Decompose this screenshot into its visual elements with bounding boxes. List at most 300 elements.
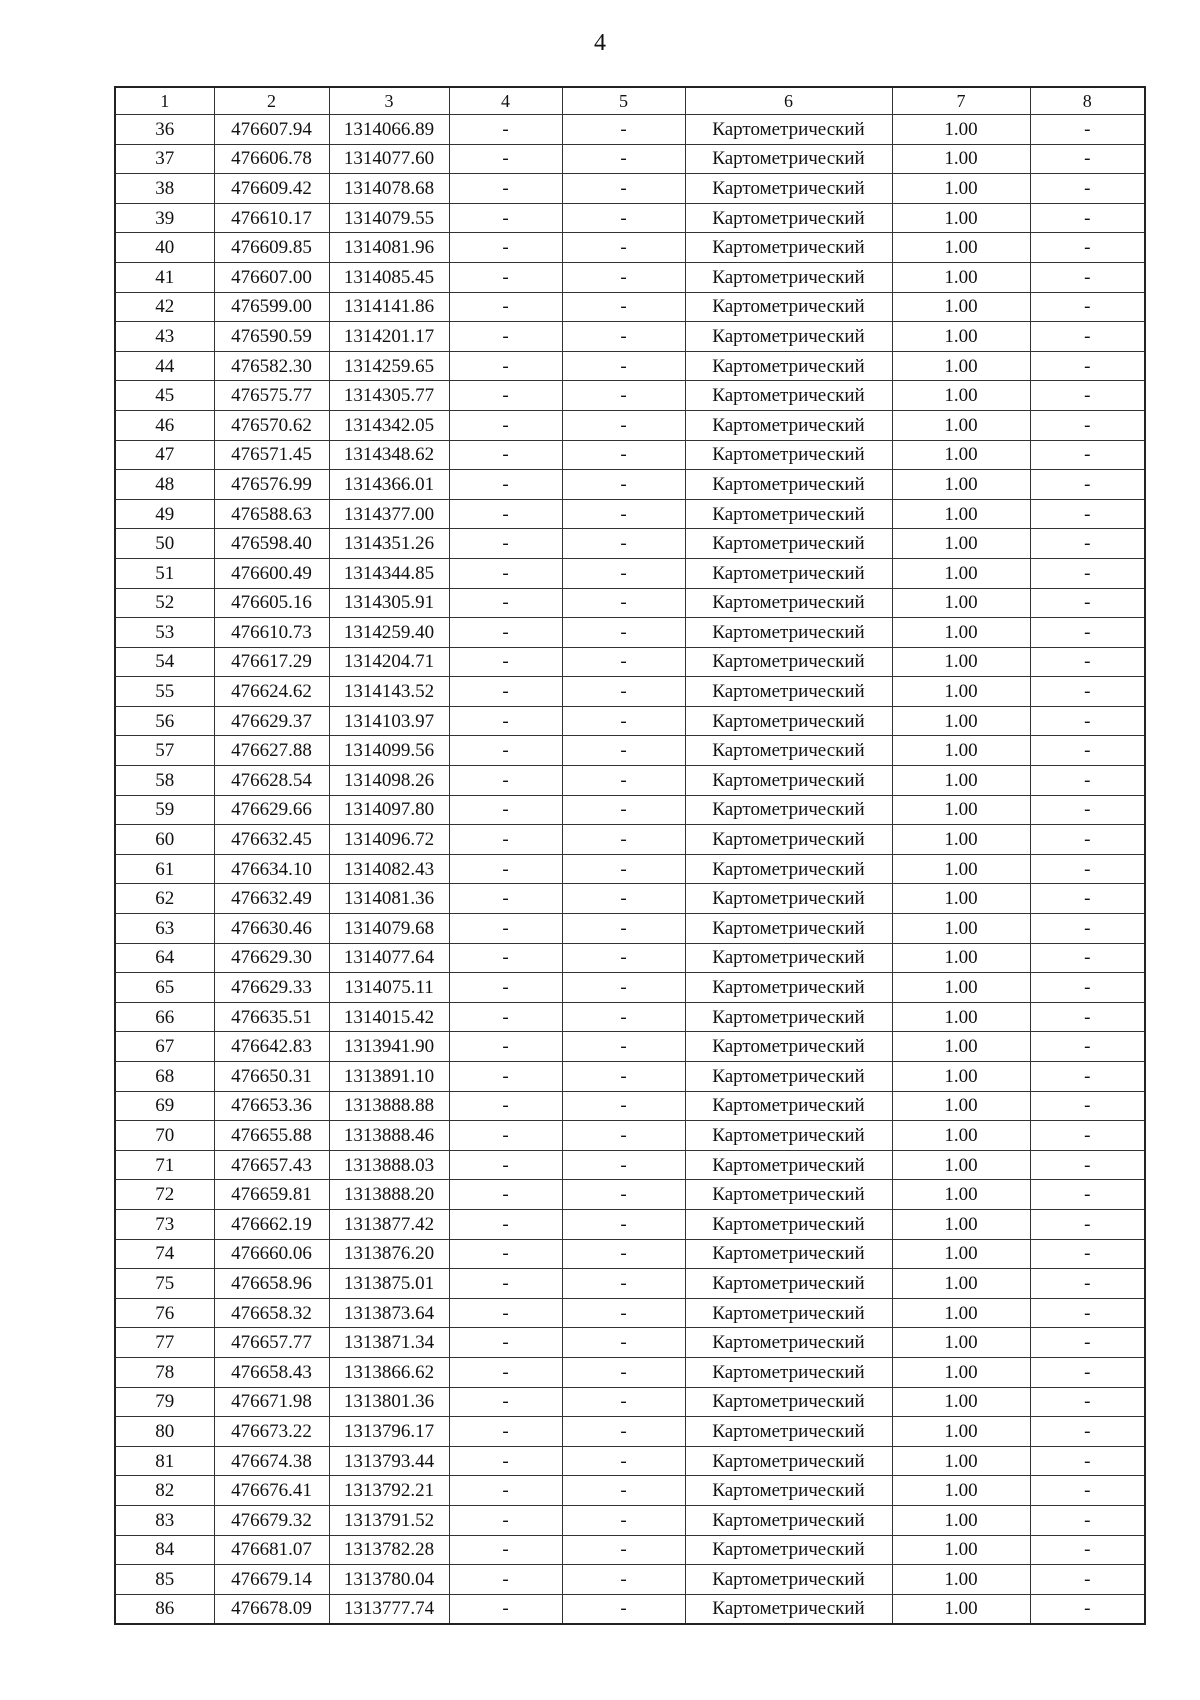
table-cell: 50 (115, 529, 214, 559)
table-cell: 1.00 (892, 1535, 1030, 1565)
table-cell: - (449, 736, 562, 766)
table-cell: 476609.85 (214, 233, 329, 263)
table-row (115, 795, 1145, 825)
table-cell: 1.00 (892, 440, 1030, 470)
table-cell: 49 (115, 499, 214, 529)
table-cell: - (562, 1357, 685, 1387)
table-cell: - (562, 884, 685, 914)
table-cell: 1.00 (892, 677, 1030, 707)
table-cell: 1314081.36 (329, 884, 449, 914)
table-cell: 476606.78 (214, 144, 329, 174)
table-row (115, 1565, 1145, 1595)
table-cell: - (449, 588, 562, 618)
table-cell: - (562, 1298, 685, 1328)
table-cell: - (1030, 1150, 1145, 1180)
table-cell: 1.00 (892, 410, 1030, 440)
table-cell: 1313871.34 (329, 1328, 449, 1358)
table-cell: 1.00 (892, 618, 1030, 648)
table-cell: 69 (115, 1091, 214, 1121)
column-header: 2 (214, 87, 329, 115)
column-header: 3 (329, 87, 449, 115)
table-cell: 476588.63 (214, 499, 329, 529)
table-cell: 476673.22 (214, 1417, 329, 1447)
table-cell: - (1030, 1298, 1145, 1328)
table-cell: 82 (115, 1476, 214, 1506)
table-cell: 1.00 (892, 884, 1030, 914)
table-row (115, 529, 1145, 559)
table-cell: 476653.36 (214, 1091, 329, 1121)
table-cell: 60 (115, 825, 214, 855)
table-cell: 58 (115, 766, 214, 796)
table-cell: 1314097.80 (329, 795, 449, 825)
table-row (115, 1180, 1145, 1210)
table-cell: 1313782.28 (329, 1535, 449, 1565)
table-cell: Картометрический (685, 1594, 892, 1624)
table-cell: 476609.42 (214, 174, 329, 204)
table-cell: - (1030, 914, 1145, 944)
table-cell: Картометрический (685, 914, 892, 944)
table-cell: - (1030, 1446, 1145, 1476)
table-cell: 1314079.55 (329, 203, 449, 233)
table-cell: - (562, 529, 685, 559)
table-cell: 62 (115, 884, 214, 914)
table-row (115, 144, 1145, 174)
table-cell: 1.00 (892, 1209, 1030, 1239)
table-cell: Картометрический (685, 1565, 892, 1595)
table-cell: - (449, 1032, 562, 1062)
table-cell: 54 (115, 647, 214, 677)
table-cell: 1.00 (892, 943, 1030, 973)
table-row (115, 410, 1145, 440)
table-cell: - (449, 440, 562, 470)
table-row (115, 1002, 1145, 1032)
table-cell: Картометрический (685, 1446, 892, 1476)
table-row (115, 558, 1145, 588)
table-cell: 59 (115, 795, 214, 825)
table-cell: 1.00 (892, 1476, 1030, 1506)
table-cell: 1314099.56 (329, 736, 449, 766)
table-cell: - (562, 1209, 685, 1239)
table-cell: 476570.62 (214, 410, 329, 440)
table-cell: Картометрический (685, 1328, 892, 1358)
table-cell: 476575.77 (214, 381, 329, 411)
table-cell: 476657.43 (214, 1150, 329, 1180)
table-cell: 1.00 (892, 914, 1030, 944)
table-cell: 63 (115, 914, 214, 944)
table-cell: - (1030, 736, 1145, 766)
table-cell: Картометрический (685, 144, 892, 174)
table-cell: 1313891.10 (329, 1062, 449, 1092)
table-cell: 476658.32 (214, 1298, 329, 1328)
table-cell: - (1030, 1180, 1145, 1210)
table-cell: Картометрический (685, 973, 892, 1003)
table-cell: 1314077.60 (329, 144, 449, 174)
table-cell: 1.00 (892, 558, 1030, 588)
table-cell: - (562, 1032, 685, 1062)
table-cell: 57 (115, 736, 214, 766)
table-cell: - (449, 677, 562, 707)
table-cell: - (562, 1594, 685, 1624)
table-cell: 1.00 (892, 322, 1030, 352)
table-cell: 1314366.01 (329, 470, 449, 500)
table-cell: 1.00 (892, 588, 1030, 618)
table-cell: - (562, 795, 685, 825)
table-cell: Картометрический (685, 410, 892, 440)
table-cell: 1.00 (892, 1298, 1030, 1328)
table-row (115, 1476, 1145, 1506)
table-cell: 37 (115, 144, 214, 174)
table-cell: - (449, 884, 562, 914)
table-cell: 1.00 (892, 1002, 1030, 1032)
table-cell: 1.00 (892, 351, 1030, 381)
table-cell: - (562, 914, 685, 944)
table-cell: 1.00 (892, 470, 1030, 500)
table-row (115, 706, 1145, 736)
table-cell: - (1030, 1357, 1145, 1387)
table-cell: - (562, 262, 685, 292)
table-cell: 1.00 (892, 766, 1030, 796)
table-cell: Картометрический (685, 884, 892, 914)
table-cell: 1314077.64 (329, 943, 449, 973)
table-cell: - (1030, 1387, 1145, 1417)
table-cell: - (449, 706, 562, 736)
table-cell: Картометрический (685, 558, 892, 588)
table-cell: - (1030, 1269, 1145, 1299)
table-row (115, 1594, 1145, 1624)
table-cell: Картометрический (685, 766, 892, 796)
table-cell: - (1030, 1091, 1145, 1121)
table-cell: Картометрический (685, 854, 892, 884)
table-row (115, 203, 1145, 233)
table-cell: 1.00 (892, 203, 1030, 233)
table-cell: 476659.81 (214, 1180, 329, 1210)
table-cell: 476655.88 (214, 1121, 329, 1151)
table-cell: - (562, 292, 685, 322)
table-cell: - (449, 470, 562, 500)
table-cell: 55 (115, 677, 214, 707)
table-cell: - (449, 1446, 562, 1476)
table-row (115, 115, 1145, 145)
table-row (115, 973, 1145, 1003)
table-cell: 67 (115, 1032, 214, 1062)
table-cell: 1314351.26 (329, 529, 449, 559)
table-cell: 476605.16 (214, 588, 329, 618)
table-cell: 476658.43 (214, 1357, 329, 1387)
table-cell: 1314259.65 (329, 351, 449, 381)
table-cell: - (449, 322, 562, 352)
table-cell: - (562, 736, 685, 766)
table-cell: - (449, 499, 562, 529)
table-row (115, 1298, 1145, 1328)
table-cell: Картометрический (685, 825, 892, 855)
table-cell: - (449, 1535, 562, 1565)
table-cell: 476681.07 (214, 1535, 329, 1565)
table-cell: 1314377.00 (329, 499, 449, 529)
table-cell: Картометрический (685, 470, 892, 500)
table-cell: - (562, 144, 685, 174)
table-row (115, 1328, 1145, 1358)
table-cell: 46 (115, 410, 214, 440)
table-cell: - (1030, 115, 1145, 145)
table-cell: - (449, 1180, 562, 1210)
table-cell: - (1030, 1417, 1145, 1447)
table-cell: - (562, 233, 685, 263)
table-cell: 476598.40 (214, 529, 329, 559)
table-cell: 41 (115, 262, 214, 292)
table-cell: 476662.19 (214, 1209, 329, 1239)
table-cell: 1.00 (892, 529, 1030, 559)
table-cell: 476627.88 (214, 736, 329, 766)
table-cell: Картометрический (685, 1269, 892, 1299)
table-cell: Картометрический (685, 1298, 892, 1328)
table-cell: 1313877.42 (329, 1209, 449, 1239)
table-cell: - (449, 1387, 562, 1417)
table-row (115, 440, 1145, 470)
table-cell: 1314143.52 (329, 677, 449, 707)
table-cell: - (449, 233, 562, 263)
table-cell: - (1030, 174, 1145, 204)
table-cell: - (562, 558, 685, 588)
table-cell: - (562, 351, 685, 381)
table-cell: 78 (115, 1357, 214, 1387)
table-row (115, 174, 1145, 204)
table-cell: 1314141.86 (329, 292, 449, 322)
table-cell: - (562, 766, 685, 796)
table-cell: - (562, 410, 685, 440)
table-cell: - (1030, 1565, 1145, 1595)
table-cell: Картометрический (685, 1505, 892, 1535)
table-cell: 1314066.89 (329, 115, 449, 145)
table-cell: - (449, 1505, 562, 1535)
table-cell: 1314103.97 (329, 706, 449, 736)
table-cell: - (1030, 499, 1145, 529)
table-header-row (115, 87, 1145, 115)
table-cell: - (562, 1239, 685, 1269)
table-row (115, 499, 1145, 529)
table-cell: 1.00 (892, 1357, 1030, 1387)
table-cell: 476629.33 (214, 973, 329, 1003)
table-cell: 1.00 (892, 647, 1030, 677)
table-cell: Картометрический (685, 115, 892, 145)
column-header: 1 (115, 87, 214, 115)
table-row (115, 470, 1145, 500)
table-cell: Картометрический (685, 292, 892, 322)
table-cell: - (449, 1002, 562, 1032)
table-row (115, 1239, 1145, 1269)
table-cell: 85 (115, 1565, 214, 1595)
table-row (115, 736, 1145, 766)
table-cell: - (449, 1062, 562, 1092)
table-row (115, 884, 1145, 914)
table-cell: 1.00 (892, 1150, 1030, 1180)
table-cell: 1.00 (892, 1062, 1030, 1092)
table-cell: 71 (115, 1150, 214, 1180)
table-cell: 1314082.43 (329, 854, 449, 884)
table-cell: - (562, 1387, 685, 1417)
table-cell: - (562, 1150, 685, 1180)
table-cell: 476630.46 (214, 914, 329, 944)
table-cell: Картометрический (685, 1535, 892, 1565)
table-cell: 1.00 (892, 499, 1030, 529)
table-cell: 39 (115, 203, 214, 233)
table-row (115, 943, 1145, 973)
column-header: 8 (1030, 87, 1145, 115)
table-cell: 476576.99 (214, 470, 329, 500)
table-cell: Картометрический (685, 588, 892, 618)
table-cell: Картометрический (685, 943, 892, 973)
column-header: 6 (685, 87, 892, 115)
table-cell: 476582.30 (214, 351, 329, 381)
table-cell: - (1030, 203, 1145, 233)
table-cell: 1313792.21 (329, 1476, 449, 1506)
table-cell: - (562, 203, 685, 233)
table-cell: Картометрический (685, 499, 892, 529)
table-cell: 1.00 (892, 262, 1030, 292)
table-cell: - (1030, 233, 1145, 263)
table-cell: 476660.06 (214, 1239, 329, 1269)
table-cell: - (1030, 144, 1145, 174)
table-cell: - (449, 262, 562, 292)
table-cell: - (449, 144, 562, 174)
table-cell: 476629.66 (214, 795, 329, 825)
table-cell: 1313875.01 (329, 1269, 449, 1299)
table-cell: 66 (115, 1002, 214, 1032)
table-cell: 1313876.20 (329, 1239, 449, 1269)
table-cell: 75 (115, 1269, 214, 1299)
table-cell: 1.00 (892, 144, 1030, 174)
table-cell: Картометрический (685, 529, 892, 559)
table-cell: 1.00 (892, 1032, 1030, 1062)
table-cell: 1313793.44 (329, 1446, 449, 1476)
table-cell: - (562, 1062, 685, 1092)
table-cell: 1314075.11 (329, 973, 449, 1003)
table-row (115, 262, 1145, 292)
table-cell: 1.00 (892, 973, 1030, 1003)
table-cell: - (562, 647, 685, 677)
table-cell: 476650.31 (214, 1062, 329, 1092)
table-row (115, 1357, 1145, 1387)
table-cell: - (562, 1269, 685, 1299)
table-cell: - (449, 115, 562, 145)
table-cell: 1313801.36 (329, 1387, 449, 1417)
table-cell: 1.00 (892, 825, 1030, 855)
table-cell: 476610.17 (214, 203, 329, 233)
table-cell: 43 (115, 322, 214, 352)
table-cell: - (1030, 973, 1145, 1003)
table-cell: Картометрический (685, 1002, 892, 1032)
table-row (115, 1387, 1145, 1417)
table-row (115, 292, 1145, 322)
table-cell: 1.00 (892, 292, 1030, 322)
table-cell: - (1030, 1121, 1145, 1151)
table-cell: - (562, 1535, 685, 1565)
table-cell: 476676.41 (214, 1476, 329, 1506)
table-cell: 1.00 (892, 854, 1030, 884)
table-cell: - (449, 1298, 562, 1328)
table-cell: 84 (115, 1535, 214, 1565)
table-cell: 476599.00 (214, 292, 329, 322)
table-cell: 476642.83 (214, 1032, 329, 1062)
table-row (115, 677, 1145, 707)
table-row (115, 647, 1145, 677)
table-cell: - (449, 1594, 562, 1624)
table-cell: 1314201.17 (329, 322, 449, 352)
table-cell: - (562, 706, 685, 736)
table-cell: - (1030, 854, 1145, 884)
table-cell: 1.00 (892, 1269, 1030, 1299)
table-cell: 56 (115, 706, 214, 736)
table-cell: 1313888.20 (329, 1180, 449, 1210)
table-cell: 476628.54 (214, 766, 329, 796)
table-cell: 1314348.62 (329, 440, 449, 470)
table-cell: Картометрический (685, 677, 892, 707)
table-cell: 1.00 (892, 1091, 1030, 1121)
table-cell: 1314342.05 (329, 410, 449, 440)
table-cell: 476607.00 (214, 262, 329, 292)
table-cell: 1313873.64 (329, 1298, 449, 1328)
table-cell: 476607.94 (214, 115, 329, 145)
table-cell: 1.00 (892, 1446, 1030, 1476)
table-cell: Картометрический (685, 1476, 892, 1506)
table-cell: - (1030, 470, 1145, 500)
table-cell: 36 (115, 115, 214, 145)
table-cell: 476629.30 (214, 943, 329, 973)
table-cell: - (1030, 1209, 1145, 1239)
table-cell: 1314096.72 (329, 825, 449, 855)
table-cell: 38 (115, 174, 214, 204)
table-cell: 476590.59 (214, 322, 329, 352)
table-cell: 81 (115, 1446, 214, 1476)
table-cell: Картометрический (685, 618, 892, 648)
table-cell: 45 (115, 381, 214, 411)
table-cell: - (562, 1565, 685, 1595)
table-cell: 1.00 (892, 706, 1030, 736)
table-cell: 1314079.68 (329, 914, 449, 944)
table-cell: 1314081.96 (329, 233, 449, 263)
table-cell: 476632.49 (214, 884, 329, 914)
table-cell: Картометрический (685, 203, 892, 233)
table-cell: - (562, 943, 685, 973)
table-cell: 1314085.45 (329, 262, 449, 292)
table-cell: - (562, 1328, 685, 1358)
table-body (115, 87, 1145, 1624)
table-cell: 83 (115, 1505, 214, 1535)
table-cell: - (449, 914, 562, 944)
table-cell: Картометрический (685, 1387, 892, 1417)
table-cell: 476629.37 (214, 706, 329, 736)
table-cell: 1.00 (892, 381, 1030, 411)
table-cell: 86 (115, 1594, 214, 1624)
table-cell: Картометрический (685, 381, 892, 411)
table-cell: - (449, 351, 562, 381)
table-cell: 476635.51 (214, 1002, 329, 1032)
table-cell: Картометрический (685, 1209, 892, 1239)
table-cell: 1.00 (892, 1239, 1030, 1269)
table-cell: - (1030, 825, 1145, 855)
table-cell: - (1030, 647, 1145, 677)
table-cell: Картометрический (685, 351, 892, 381)
column-header: 7 (892, 87, 1030, 115)
table-cell: - (1030, 795, 1145, 825)
table-cell: - (1030, 1505, 1145, 1535)
table-cell: - (562, 470, 685, 500)
table-cell: 476678.09 (214, 1594, 329, 1624)
table-cell: - (562, 1476, 685, 1506)
table-cell: 1314305.91 (329, 588, 449, 618)
table-row (115, 1209, 1145, 1239)
table-cell: 476679.14 (214, 1565, 329, 1595)
table-cell: - (562, 677, 685, 707)
